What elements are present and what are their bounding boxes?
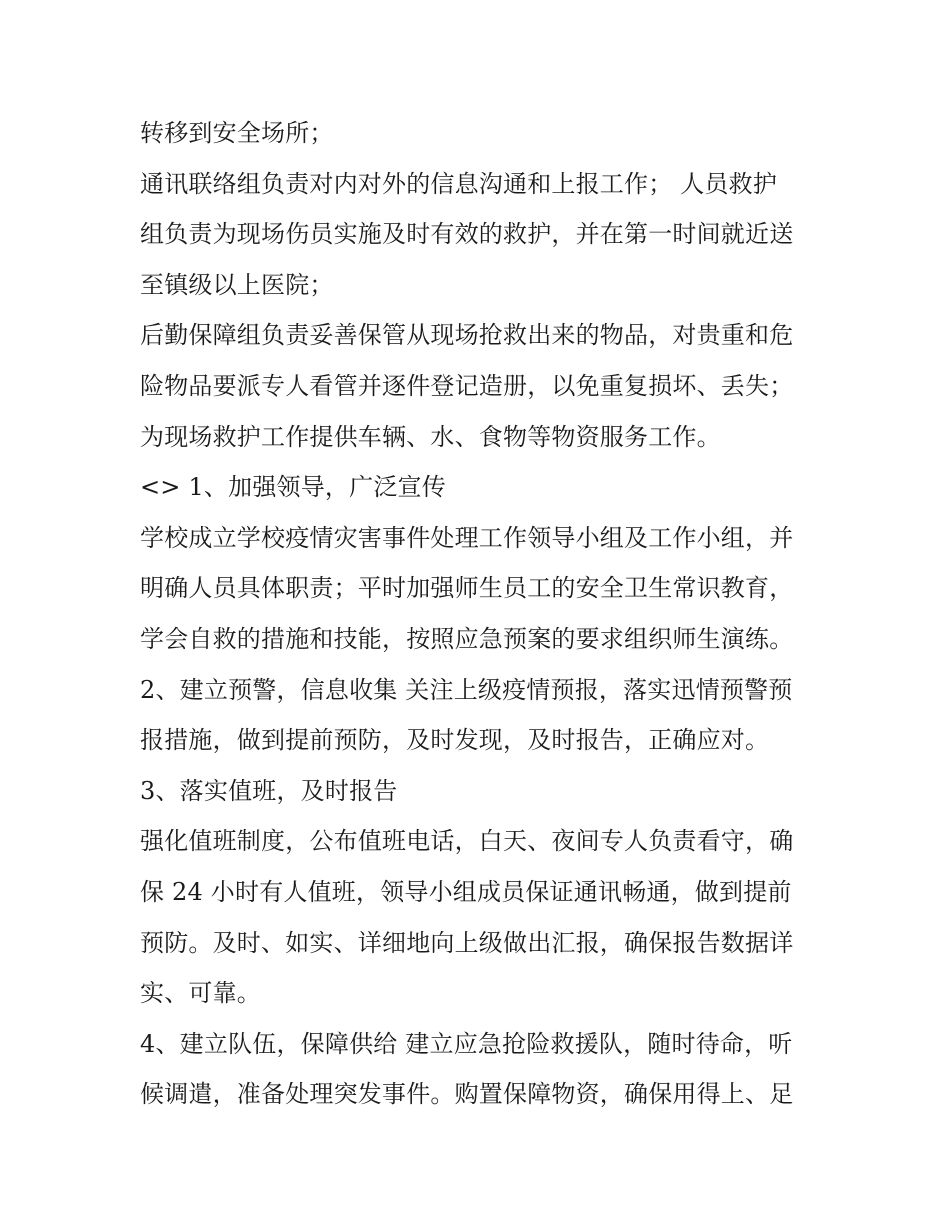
section-heading: 2、建立预警，信息收集 关注上级疫情预报，落实迅情预警预 (140, 675, 793, 704)
text-line: 候调遣，准备处理突发事件。购置保障物资，确保用得上、足 (140, 1080, 794, 1109)
text-line: 学校成立学校疫情灾害事件处理工作领导小组及工作小组，并 (140, 523, 794, 552)
text-line: 转移到安全场所； (140, 119, 334, 147)
text-line: 保 24 小时有人值班，领导小组成员保证通讯畅通，做到提前 (140, 877, 792, 906)
text-line: 学会自救的措施和技能，按照应急预案的要求组织师生演练。 (140, 624, 794, 653)
text-line: 至镇级以上医院； (140, 270, 334, 299)
text-line: 预防。及时、如实、详细地向上级做出汇报，确保报告数据详 (140, 928, 794, 957)
section-heading: <> 1、加强领导，广泛宣传 (140, 473, 446, 502)
section-heading: 4、建立队伍，保障供给 建立应急抢险救援队，随时待命，听 (140, 1029, 793, 1058)
text-line: 报措施，做到提前预防，及时发现，及时报告，正确应对。 (140, 726, 770, 755)
text-line: 通讯联络组负责对内对外的信息沟通和上报工作； 人员救护 (140, 169, 778, 198)
text-line: 为现场救护工作提供车辆、水、食物等物资服务工作。 (140, 422, 721, 451)
section-heading: 3、落实值班，及时报告 (140, 776, 398, 805)
text-line: 后勤保障组负责妥善保管从现场抢救出来的物品，对贵重和危 (140, 321, 794, 350)
text-line: 强化值班制度，公布值班电话，白天、夜间专人负责看守，确 (140, 827, 794, 856)
text-line: 实、可靠。 (140, 979, 261, 1008)
text-line: 组负责为现场伤员实施及时有效的救护，并在第一时间就近送 (140, 220, 794, 249)
text-line: 险物品要派专人看管并逐件登记造册，以免重复损坏、丢失； (140, 371, 794, 400)
document-body (140, 108, 820, 1120)
text-line: 明确人员具体职责；平时加强师生员工的安全卫生常识教育， (140, 574, 794, 603)
